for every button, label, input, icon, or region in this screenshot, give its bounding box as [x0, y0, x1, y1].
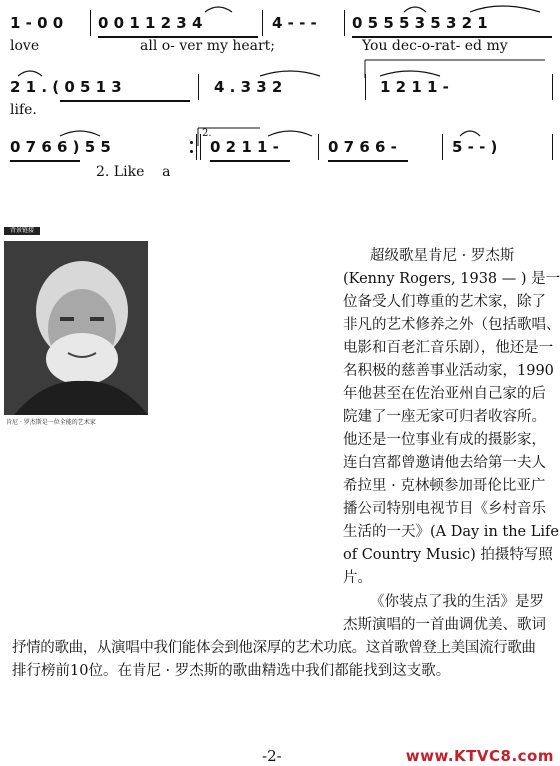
article-line: 位备受人们尊重的艺术家，除了: [343, 294, 546, 310]
article-line: 抒情的歌曲，从演唱中我们能体会到他深厚的艺术功底。这首歌曾登上美国流行歌曲: [12, 640, 536, 656]
article-line: of Country Music) 拍摄特写照: [343, 547, 553, 563]
score-line-3: [0, 128, 560, 168]
article-line: 播公司特别电视节目《乡村音乐: [343, 501, 546, 517]
lyric: all o- ver my heart;: [140, 38, 276, 54]
article-line: 电影和百老汇音乐剧），他还是一: [343, 340, 554, 356]
article-line: 《你装点了我的生活》是罗: [370, 594, 544, 610]
article-line: 院建了一座无家可归者收容所。: [343, 409, 546, 425]
article-line: 非凡的艺术修养之外（包括歌唱、: [343, 317, 560, 333]
measure: 4 - - -: [272, 14, 317, 32]
site-watermark: www.KTVC8.com: [405, 747, 554, 765]
article-line: 排行榜前10位。在肯尼 · 罗杰斯的歌曲精选中我们都能找到这支歌。: [12, 663, 451, 679]
article-line: 超级歌星肯尼 · 罗杰斯: [370, 248, 515, 264]
portrait-icon: [4, 241, 148, 415]
measure: 0 7 6 6 ) 5 5: [10, 138, 111, 156]
background-link-label: 背景链接: [4, 227, 40, 235]
article-line: (Kenny Rogers, 1938 — ) 是一: [343, 271, 560, 287]
lyric: love: [10, 38, 40, 54]
measure: 5 - - ): [452, 138, 498, 156]
lyric: life.: [10, 102, 37, 118]
article-line: 杰斯演唱的一首曲调优美、歌词: [343, 617, 546, 633]
article-line: 名积极的慈善事业活动家，1990: [343, 363, 554, 379]
portrait-photo: [4, 241, 148, 415]
article-line: 生活的一天》(A Day in the Life: [343, 524, 559, 540]
measure: 0 7 6 6 -: [328, 138, 397, 156]
lyric: You dec-o-rat- ed my: [362, 38, 508, 54]
article-line: 年他甚至在佐治亚州自己家的后: [343, 386, 546, 402]
article-line: 连白宫都曾邀请他去给第一夫人: [343, 455, 546, 471]
volta-label: 2.: [202, 128, 212, 139]
measure: 1 2 1 1 -: [380, 78, 449, 96]
page-number: -2-: [262, 747, 282, 765]
measure: 4 . 3 3 2: [214, 78, 283, 96]
article-line: 片。: [343, 570, 372, 586]
lyric: 2. Like a: [96, 164, 171, 180]
score-line-2: [0, 68, 560, 108]
measure: 2 1 . ( 0 5 1 3: [10, 78, 122, 96]
page-footer: [0, 747, 560, 766]
measure: 0 0 1 1 2 3 4: [98, 14, 203, 32]
photo-caption: 肯尼 · 罗杰斯是一位全能的艺术家: [6, 419, 96, 426]
measure: 0 5 5 5 3 5 3 2 1: [352, 14, 488, 32]
article-line: 他还是一位事业有成的摄影家，: [343, 432, 546, 448]
measure: 1 - 0 0: [10, 14, 64, 32]
article-line: 希拉里 · 克林顿参加哥伦比亚广: [343, 478, 546, 494]
measure: 0 2 1 1 -: [210, 138, 279, 156]
